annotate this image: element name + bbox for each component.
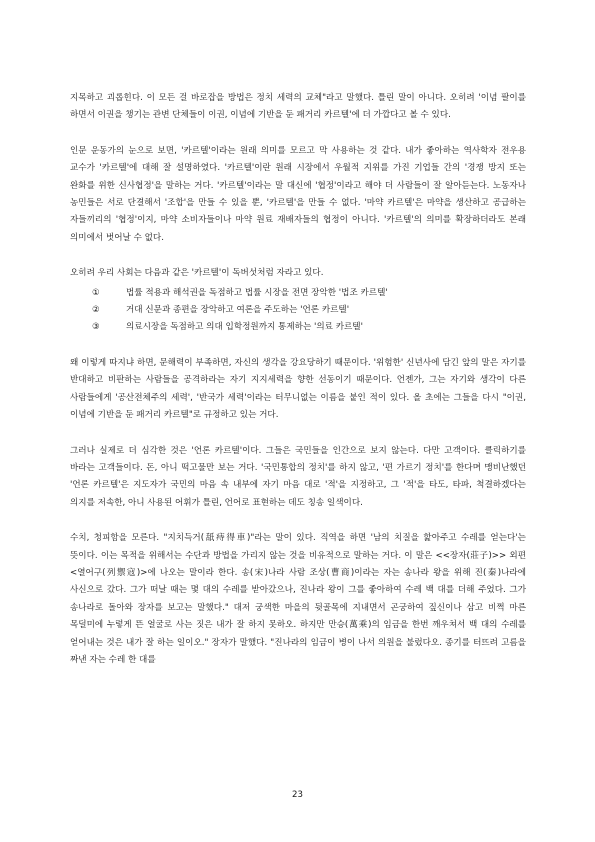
list-item-number: ① <box>92 287 100 298</box>
page-body <box>70 90 526 687</box>
list-item <box>70 285 526 302</box>
list-item <box>70 319 526 336</box>
list-item-number: ② <box>92 305 100 316</box>
list-item-text: 의료시장을 독점하고 의대 입학정원까지 통제하는 '의료 카르텔' <box>126 322 363 333</box>
list-item <box>70 302 526 319</box>
list-intro: 오히려 우리 사회는 다음과 같은 '카르텔'이 독버섯처럼 자라고 있다. <box>70 268 324 279</box>
list-item-text: 거대 신문과 종편을 장악하고 여론을 주도하는 '언론 카르텔' <box>126 305 350 316</box>
list-item-number: ③ <box>92 322 100 333</box>
paragraph-5: 수치, 청피함을 모른다. "지치득거(舐痔得車)"라는 말이 있다. 직역을 하면 '남의 치질을 핥아주고 수레를 얻는다'는 뜻이다. 이는 목적을 위해서는 수단과 방법을 가리지 않는 것을 비유적으로 말하는 거다. 이 말은 <<장자(莊子)>> 외편 <열어구(列禦寇)>에 나오는 말이라 한다. 송(宋)나라 사람 조상(曹商)이라는 자는 송나라 왕을 위해 진(秦)나라에 사신으로 갔다. 그가 떠날 때는 몇 대의 수레를 받아갔으나, 진나라 왕이 그를 좋아하여 수레 백 대를 더해 주었다. 그가 송나라로 돌아와 장자를 보고는 말했다." 대저 궁색한 마을의 뒷골목에 지내면서 곤궁하여 짚신이나 삼고 비쩍 마른 목덜미에 누렇게 뜬 얼굴로 사는 짓은 내가 잘 하지 못하오. 하지만 만승(萬乘)의 임금을 한번 깨우쳐서 백 대의 수레를 얻어내는 것은 내가 잘 하는 일이오." 장자가 말했다. "진나라의 임금이 병이 나서 의원을 불렀다오. 종기를 터뜨려 고름을 짜낸 자는 수레 한 대를 <box>70 533 526 665</box>
paragraph-4: 그러나 실제로 더 심각한 것은 '언론 카르텔'이다. 그들은 국민들을 인간으로 보지 않는다. 다만 고객이다. 클릭하기를 바라는 고객들이다. 돈, 아니 떡고물만 보는 거다. '국민통합의 정치'를 하지 않고, '편 가르기 정치'를 한다며 맹비난했던 '언론 카르텔'은 지도자가 국민의 마음 속 내부에 자기 마음 대로 '적'을 지정하고, 그 '적'을 타도, 타파, 척결하겠다는 의지를 저속한, 아니 사용된 어휘가 틀린, 언어로 표현하는 데도 칭송 일색이다. <box>70 445 526 508</box>
paragraph-3: 왜 이렇게 따지냐 하면, 문해력이 부족하면, 자신의 생각을 강요당하기 때문이다. '위험한' 신년사에 담긴 앞의 말은 자기를 반대하고 비판하는 사람들을 공격하라는 자기 지지세력을 향한 선동이기 때문이다. 언젠가, 그는 자기와 생각이 다른 사람들에게 '공산전체주의 세력', '반국가 세력'이라는 터무니없는 이름을 붙인 적이 있다. 올 초에는 그들을 다시 "이권, 이념에 기반을 둔 패거리 카르텔"로 규정하고 있는 거다. <box>70 357 526 421</box>
cartel-list <box>70 285 526 337</box>
paragraph-1: 지목하고 괴롭힌다. 이 모든 걸 바로잡을 방법은 정치 세력의 교체"라고 말했다. 틀린 말이 아니다. 오히려 '이념 팔이를 하면서 이권을 챙기는 관변 단체들이 이권, 이념에 기반을 둔 패거리 카르텔'에 더 가깝다고 볼 수 있다. <box>70 93 526 121</box>
list-item-text: 법률 적용과 해석권을 독점하고 법률 시장을 전면 장악한 '법조 카르텔' <box>126 287 388 298</box>
paragraph-2: 인문 운동가의 눈으로 보면, '카르텔'이라는 원래 의미를 모르고 막 사용하는 것 같다. 내가 좋아하는 역사학자 전우용 교수가 '카르텔'에 대해 잘 설명하였다. '카르텔'이란 원래 시장에서 우월적 지위를 가진 기업들 간의 '경쟁 방지 또는 완화를 위한 신사협정'을 말하는 거다. '카르텔'이라는 말 대신에 '협정'이라고 해야 더 사람들이 잘 알아듣는다. 노동자나 농민들은 서로 단결해서 '조합'을 만들 수 있을 뿐, '카르텔'을 만들 수 없다. '마약 카르텔'은 마약을 생산하고 공급하는 자들끼리의 '협정'이지, 마약 소비자들이나 마약 원료 재배자들의 협정이 아니다. '카르텔'의 의미를 확장하더라도 본래 의미에서 벗어날 수 없다. <box>70 145 526 243</box>
page-number: 23 <box>292 790 303 800</box>
